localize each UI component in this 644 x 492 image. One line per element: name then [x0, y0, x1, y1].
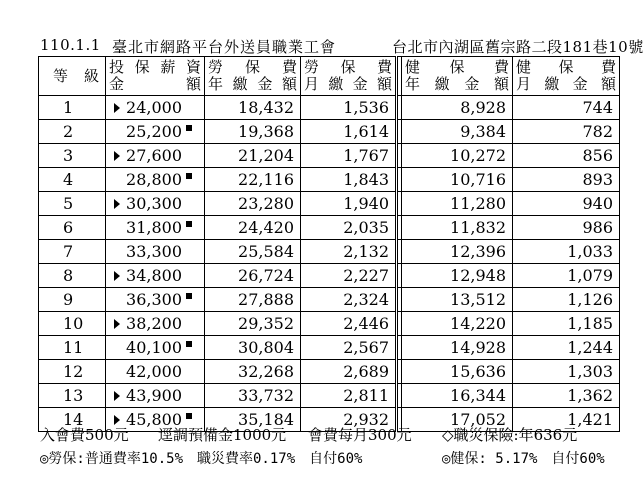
- health-monthly-cell-value: 1,244: [567, 338, 613, 357]
- labor-monthly-cell-value: 1,614: [343, 122, 389, 141]
- labor-monthly-cell-value: 2,689: [343, 362, 389, 381]
- level-cell-value: 10: [63, 314, 84, 333]
- table-row: [39, 96, 620, 120]
- health-monthly-cell: [513, 96, 620, 120]
- occupational-insurance-text: ◇職災保險:年636元: [442, 426, 578, 444]
- labor-monthly-cell-value: 2,811: [343, 386, 389, 405]
- health-yearly-cell: [402, 144, 513, 168]
- labor-yearly-cell-value: 23,280: [238, 194, 294, 213]
- health-monthly-cell-value: 1,362: [567, 386, 613, 405]
- reserve-fund-text: 逕調預備金1000元: [158, 426, 287, 444]
- health-monthly-cell: [513, 312, 620, 336]
- column-header-health-monthly: 健保費 月繳金額: [513, 57, 620, 96]
- salary-cell-value: 31,800: [126, 218, 182, 237]
- health-yearly-cell: [402, 240, 513, 264]
- labor-yearly-cell-value: 27,888: [238, 290, 294, 309]
- health-yearly-cell-value: 15,636: [450, 362, 506, 381]
- labor-yearly-cell-value: 35,184: [238, 410, 294, 429]
- labor-monthly-cell-value: 2,227: [343, 266, 389, 285]
- labor-monthly-cell-value: 2,132: [343, 242, 389, 261]
- labor-yearly-cell: [205, 168, 301, 192]
- column-header-health-yearly: 健保費 年繳金額: [402, 57, 513, 96]
- level-cell: [39, 240, 106, 264]
- health-monthly-cell: [513, 120, 620, 144]
- triangle-marker-icon: [114, 103, 120, 113]
- labor-yearly-cell-value: 33,732: [238, 386, 294, 405]
- labor-monthly-cell: [301, 240, 397, 264]
- health-yearly-cell-value: 10,272: [450, 146, 506, 165]
- health-monthly-cell-value: 1,033: [567, 242, 613, 261]
- health-monthly-cell-value: 744: [582, 98, 613, 117]
- table-header-row: [39, 57, 620, 96]
- level-cell: [39, 192, 106, 216]
- level-cell-value: 4: [63, 170, 74, 189]
- labor-monthly-cell: [301, 192, 397, 216]
- salary-cell-value: 34,800: [126, 266, 182, 285]
- labor-yearly-cell: [205, 96, 301, 120]
- labor-monthly-cell: [301, 96, 397, 120]
- health-monthly-cell-value: 1,126: [567, 290, 613, 309]
- salary-cell: [106, 216, 205, 240]
- document-header: [40, 36, 644, 56]
- labor-monthly-cell: [301, 312, 397, 336]
- salary-cell: [106, 96, 205, 120]
- labor-monthly-cell-value: 2,446: [343, 314, 389, 333]
- health-yearly-cell: [402, 384, 513, 408]
- labor-monthly-cell-value: 1,843: [343, 170, 389, 189]
- health-monthly-cell: [513, 264, 620, 288]
- level-cell: [39, 216, 106, 240]
- table-row: [39, 288, 620, 312]
- health-monthly-cell-value: 1,079: [567, 266, 613, 285]
- table-row: [39, 168, 620, 192]
- health-yearly-cell-value: 14,220: [450, 314, 506, 333]
- labor-yearly-cell: [205, 120, 301, 144]
- health-yearly-cell: [402, 216, 513, 240]
- health-yearly-cell-value: 11,280: [450, 194, 506, 213]
- health-monthly-cell-value: 1,185: [567, 314, 613, 333]
- column-header-labor-monthly: 勞保費 月繳金額: [301, 57, 397, 96]
- salary-cell-value: 36,300: [126, 290, 182, 309]
- table-row: [39, 144, 620, 168]
- level-cell-value: 9: [63, 290, 74, 309]
- triangle-marker-icon: [114, 319, 120, 329]
- square-marker-icon: [186, 341, 192, 347]
- salary-cell: [106, 360, 205, 384]
- health-yearly-cell-value: 12,396: [450, 242, 506, 261]
- health-yearly-cell-value: 12,948: [450, 266, 506, 285]
- labor-monthly-cell: [301, 168, 397, 192]
- health-yearly-cell: [402, 168, 513, 192]
- labor-monthly-cell-value: 2,324: [343, 290, 389, 309]
- salary-cell-value: 38,200: [126, 314, 182, 333]
- health-monthly-cell-value: 1,421: [567, 410, 613, 429]
- labor-monthly-cell-value: 2,932: [343, 410, 389, 429]
- salary-cell: [106, 384, 205, 408]
- health-monthly-cell: [513, 360, 620, 384]
- salary-cell: [106, 240, 205, 264]
- labor-monthly-cell: [301, 384, 397, 408]
- salary-cell-value: 27,600: [126, 146, 182, 165]
- union-name: 臺北市網路平台外送員職業工會: [112, 38, 337, 56]
- health-yearly-cell-value: 9,384: [460, 122, 506, 141]
- health-yearly-cell-value: 10,716: [450, 170, 506, 189]
- labor-yearly-cell-value: 32,268: [238, 362, 294, 381]
- health-yearly-cell: [402, 312, 513, 336]
- labor-yearly-cell: [205, 288, 301, 312]
- salary-cell: [106, 192, 205, 216]
- health-monthly-cell: [513, 384, 620, 408]
- salary-cell: [106, 336, 205, 360]
- health-monthly-cell-value: 893: [582, 170, 613, 189]
- labor-yearly-cell-value: 26,724: [238, 266, 294, 285]
- health-monthly-cell: [513, 240, 620, 264]
- table-row: [39, 264, 620, 288]
- square-marker-icon: [186, 413, 192, 419]
- salary-cell: [106, 168, 205, 192]
- square-marker-icon: [186, 293, 192, 299]
- level-cell-value: 8: [63, 266, 74, 285]
- triangle-marker-icon: [114, 271, 120, 281]
- health-yearly-cell: [402, 120, 513, 144]
- entry-fee-text: 入會費500元: [40, 426, 129, 444]
- labor-monthly-cell-value: 2,567: [343, 338, 389, 357]
- level-cell-value: 3: [63, 146, 74, 165]
- labor-monthly-cell-value: 1,536: [343, 98, 389, 117]
- labor-yearly-cell: [205, 312, 301, 336]
- health-yearly-cell: [402, 96, 513, 120]
- labor-monthly-cell-value: 1,940: [343, 194, 389, 213]
- triangle-marker-icon: [114, 199, 120, 209]
- level-cell-value: 5: [63, 194, 74, 213]
- table-row: [39, 216, 620, 240]
- labor-yearly-cell-value: 21,204: [238, 146, 294, 165]
- labor-yearly-cell-value: 18,432: [238, 98, 294, 117]
- table-row: [39, 120, 620, 144]
- monthly-dues-text: 會費每月300元: [308, 426, 412, 444]
- health-monthly-cell-value: 986: [582, 218, 613, 237]
- labor-yearly-cell: [205, 264, 301, 288]
- health-monthly-cell: [513, 192, 620, 216]
- health-yearly-cell: [402, 288, 513, 312]
- square-marker-icon: [186, 173, 192, 179]
- health-rates-text: ◎健保: 5.17% 自付60%: [442, 451, 605, 467]
- union-address: 台北市內湖區舊宗路二段181巷10號: [392, 38, 644, 56]
- salary-cell-value: 28,800: [126, 170, 182, 189]
- salary-cell: [106, 312, 205, 336]
- triangle-marker-icon: [114, 391, 120, 401]
- level-cell: [39, 384, 106, 408]
- salary-cell-value: 25,200: [126, 122, 182, 141]
- level-cell: [39, 288, 106, 312]
- level-cell: [39, 264, 106, 288]
- health-yearly-cell-value: 8,928: [460, 98, 506, 117]
- level-cell: [39, 168, 106, 192]
- salary-cell-value: 43,900: [126, 386, 182, 405]
- labor-yearly-cell-value: 25,584: [238, 242, 294, 261]
- labor-yearly-cell: [205, 384, 301, 408]
- level-cell-value: 11: [63, 338, 84, 357]
- health-yearly-cell: [402, 360, 513, 384]
- column-header-salary: 投保薪資 金額: [106, 57, 205, 96]
- salary-cell: [106, 144, 205, 168]
- level-cell-value: 2: [63, 122, 74, 141]
- labor-monthly-cell: [301, 336, 397, 360]
- health-monthly-cell: [513, 288, 620, 312]
- fee-table: [38, 56, 620, 432]
- health-monthly-cell-value: 856: [582, 146, 613, 165]
- labor-monthly-cell-value: 2,035: [343, 218, 389, 237]
- health-monthly-cell-value: 940: [582, 194, 613, 213]
- labor-rates-text: ◎勞保:普通費率10.5% 職災費率0.17% 自付60%: [40, 451, 363, 467]
- triangle-marker-icon: [114, 151, 120, 161]
- table-row: [39, 360, 620, 384]
- health-monthly-cell-value: 1,303: [567, 362, 613, 381]
- health-monthly-cell: [513, 336, 620, 360]
- labor-yearly-cell: [205, 240, 301, 264]
- health-yearly-cell-value: 14,928: [450, 338, 506, 357]
- health-monthly-cell: [513, 144, 620, 168]
- level-cell-value: 13: [63, 386, 84, 405]
- salary-cell: [106, 264, 205, 288]
- labor-yearly-cell-value: 30,804: [238, 338, 294, 357]
- level-cell: [39, 312, 106, 336]
- labor-monthly-cell: [301, 144, 397, 168]
- level-cell-value: 6: [63, 218, 74, 237]
- level-cell-value: 12: [63, 362, 84, 381]
- health-monthly-cell: [513, 216, 620, 240]
- health-monthly-cell: [513, 168, 620, 192]
- table-row: [39, 384, 620, 408]
- table-row: [39, 192, 620, 216]
- salary-cell-value: 45,800: [126, 410, 182, 429]
- table-row: [39, 336, 620, 360]
- labor-yearly-cell: [205, 216, 301, 240]
- level-cell: [39, 360, 106, 384]
- labor-monthly-cell: [301, 120, 397, 144]
- issue-date: 110.1.1: [40, 36, 101, 54]
- labor-yearly-cell: [205, 144, 301, 168]
- labor-yearly-cell-value: 19,368: [238, 122, 294, 141]
- health-yearly-cell-value: 17,052: [450, 410, 506, 429]
- health-monthly-cell-value: 782: [582, 122, 613, 141]
- labor-yearly-cell: [205, 360, 301, 384]
- level-cell: [39, 144, 106, 168]
- health-yearly-cell-value: 16,344: [450, 386, 506, 405]
- salary-cell-value: 30,300: [126, 194, 182, 213]
- salary-cell-value: 33,300: [126, 242, 182, 261]
- square-marker-icon: [186, 221, 192, 227]
- level-cell-value: 1: [63, 98, 74, 117]
- salary-cell-value: 24,000: [126, 98, 182, 117]
- level-cell: [39, 120, 106, 144]
- table-row: [39, 240, 620, 264]
- labor-monthly-cell: [301, 264, 397, 288]
- column-header-labor-yearly: 勞保費 年繳金額: [205, 57, 301, 96]
- health-yearly-cell-value: 11,832: [450, 218, 506, 237]
- labor-yearly-cell-value: 24,420: [238, 218, 294, 237]
- labor-monthly-cell: [301, 288, 397, 312]
- labor-monthly-cell-value: 1,767: [343, 146, 389, 165]
- labor-yearly-cell: [205, 192, 301, 216]
- salary-cell: [106, 120, 205, 144]
- labor-monthly-cell: [301, 216, 397, 240]
- health-yearly-cell-value: 13,512: [450, 290, 506, 309]
- table-row: [39, 312, 620, 336]
- column-header-level: 等級: [39, 57, 106, 96]
- labor-yearly-cell-value: 29,352: [238, 314, 294, 333]
- level-cell: [39, 336, 106, 360]
- health-yearly-cell: [402, 264, 513, 288]
- labor-yearly-cell-value: 22,116: [238, 170, 294, 189]
- labor-yearly-cell: [205, 336, 301, 360]
- level-cell-value: 7: [63, 242, 74, 261]
- health-yearly-cell: [402, 192, 513, 216]
- health-yearly-cell: [402, 336, 513, 360]
- level-cell-value: 14: [63, 410, 84, 429]
- salary-cell-value: 40,100: [126, 338, 182, 357]
- salary-cell-value: 42,000: [126, 362, 182, 381]
- labor-monthly-cell: [301, 360, 397, 384]
- level-cell: [39, 96, 106, 120]
- salary-cell: [106, 288, 205, 312]
- square-marker-icon: [186, 125, 192, 131]
